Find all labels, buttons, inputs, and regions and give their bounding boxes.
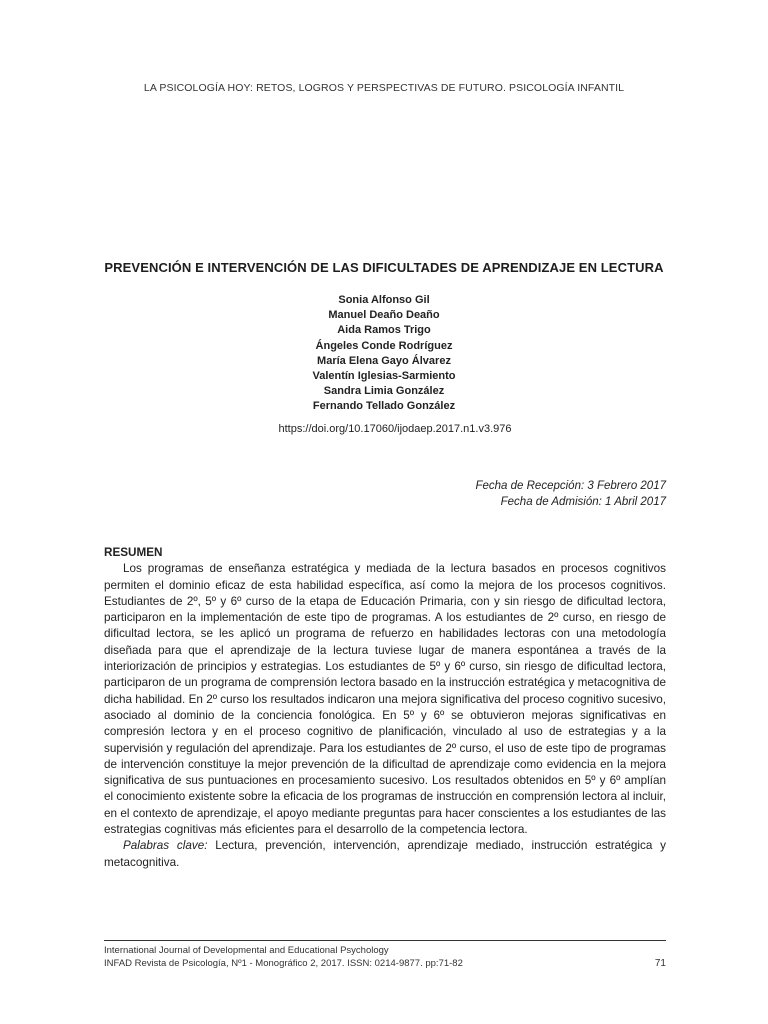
author-name: María Elena Gayo Álvarez bbox=[317, 354, 451, 367]
keywords-text: Lectura, prevención, intervención, aprendizaje mediado, instrucción estratégica y metacognitiva. bbox=[104, 839, 666, 869]
footer-divider bbox=[104, 940, 666, 941]
abstract-section bbox=[104, 545, 666, 871]
author-name: Manuel Deaño Deaño bbox=[328, 309, 440, 322]
abstract-body: Los programas de enseñanza estratégica y mediada de la lectura basados en procesos cognitivos permiten el dominio eficaz de esta habilidad específica, así como la mejora de los procesos cognitivos. Estudiantes de 2º, 5º y 6º curso de la etapa de Educación Primaria, con y sin riesgo de dificultad lectora, participaron en la implementación de este tipo de programas. A los estudiantes de 2º curso, en riesgo de dificultad lectora, se les aplicó un programa de refuerzo en habilidades lectoras con una metodología diseñada para que el aprendizaje de la lectura tuviese lugar de manera espontánea a través de la interiorización de principios y estrategias. Los estudiantes de 5º y 6º curso, sin riesgo de dificultad lectora, participaron de un programa de comprensión lectora basado en la instrucción estratégica y metacognitiva de dicha habilidad. En 2º curso los resultados indicaron una mejora significativa del proceso cognitivo sucesivo, asociado al dominio de la conciencia fonológica. En 5º y 6º se obtuvieron mejoras significativas en compresión lectora y en el proceso cognitivo de planificación, vinculado al uso de estrategias y a la supervisión y regulación del aprendizaje. Para los estudiantes de 2º curso, el uso de este tipo de programas de intervención constituye la mejor prevención de la dificultad de aprendizaje como evidencia en la mejora significativa de sus puntuaciones en procesamiento sucesivo. Los resultados obtenidos en 5º y 6º amplían el conocimiento existente sobre la eficacia de los programas de instrucción en comprensión lectora al incluir, en el contexto de aprendizaje, el apoyo mediante preguntas para hacer conscientes a los estudiantes de las estrategias cognitivas más eficientes para el desarrollo de la competencia lectora. bbox=[104, 562, 666, 837]
article-title: PREVENCIÓN E INTERVENCIÓN DE LAS DIFICULTADES DE APRENDIZAJE EN LECTURA bbox=[104, 260, 664, 275]
author-list bbox=[0, 293, 768, 415]
page-footer bbox=[104, 945, 666, 970]
author-name: Aida Ramos Trigo bbox=[337, 324, 431, 337]
submission-dates bbox=[475, 479, 666, 510]
author-name: Fernando Tellado González bbox=[312, 400, 456, 413]
abstract-heading: RESUMEN bbox=[104, 546, 163, 559]
running-head: LA PSICOLOGÍA HOY: RETOS, LOGROS Y PERSPECTIVAS DE FUTURO. PSICOLOGÍA INFANTIL bbox=[143, 82, 625, 94]
doi-link[interactable]: https://doi.org/10.17060/ijodaep.2017.n1.v3.976 bbox=[278, 423, 512, 435]
journal-citation: INFAD Revista de Psicología, Nº1 - Monográfico 2, 2017. ISSN: 0214-9877. pp:71-82 bbox=[104, 957, 463, 969]
author-name: Ángeles Conde Rodríguez bbox=[315, 339, 453, 352]
keywords-paragraph bbox=[104, 838, 666, 871]
journal-name: International Journal of Developmental and Educational Psychology bbox=[104, 945, 389, 956]
admitted-date: Fecha de Admisión: 1 Abril 2017 bbox=[500, 495, 666, 508]
author-name: Sonia Alfonso Gil bbox=[338, 294, 430, 306]
author-name: Sandra Limia González bbox=[323, 385, 445, 398]
keywords-label: Palabras clave: bbox=[123, 839, 208, 853]
page-number: 71 bbox=[654, 957, 666, 969]
author-name: Valentín Iglesias-Sarmiento bbox=[312, 370, 456, 383]
received-date: Fecha de Recepción: 3 Febrero 2017 bbox=[475, 480, 666, 492]
